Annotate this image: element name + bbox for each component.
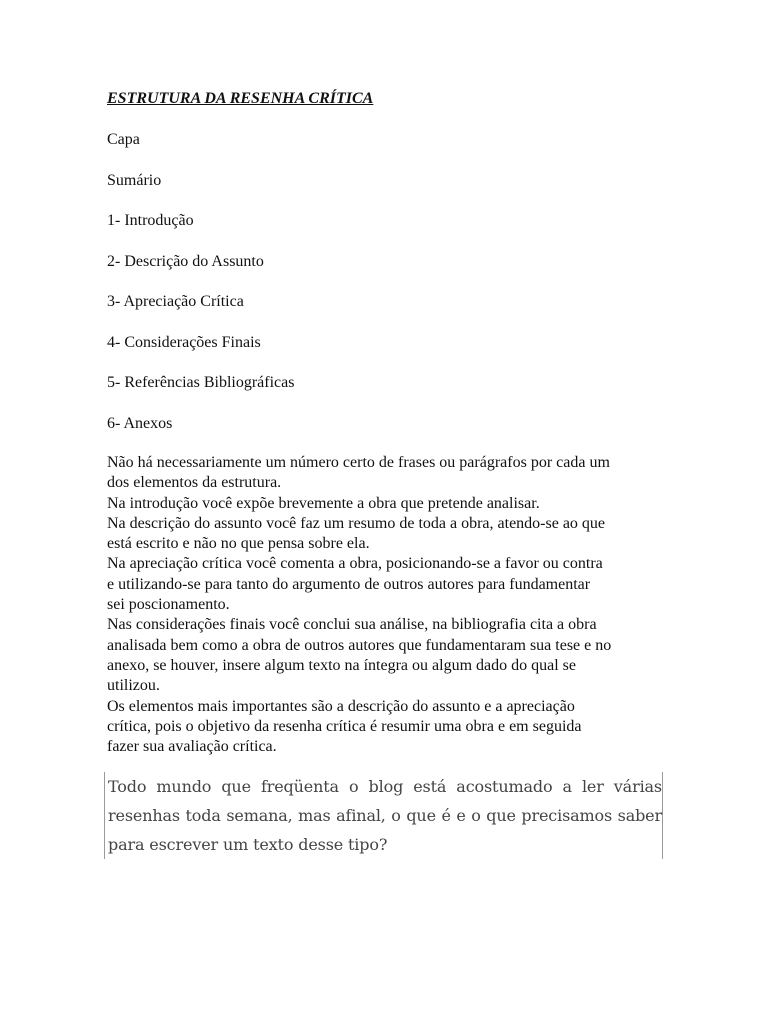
body-line: Não há necessariamente um número certo de frases ou parágrafos por cada um: [107, 454, 610, 471]
list-item: 1- Introdução: [107, 212, 194, 229]
body-line: Os elementos mais importantes são a descrição do assunto e a apreciação: [107, 697, 575, 715]
structure-list: [107, 130, 294, 454]
list-item: 4- Considerações Finais: [107, 333, 261, 351]
body-line: utilizou.: [107, 677, 160, 695]
quote-line: resenhas toda semana, mas afinal, o que é e o que precisamos saber: [108, 806, 662, 825]
body-line: e utilizando-se para tanto do argumento de outros autores para fundamentar: [107, 575, 591, 593]
quote-line: Todo mundo que freqüenta o blog está acostumado a ler várias: [108, 777, 662, 796]
body-line: crítica, pois o objetivo da resenha crítica é resumir uma obra e em seguida: [107, 717, 582, 735]
document-title: ESTRUTURA DA RESENHA CRÍTICA: [107, 90, 374, 107]
list-item: Sumário: [107, 171, 162, 189]
body-line: dos elementos da estrutura.: [107, 474, 282, 492]
list-item: 2- Descrição do Assunto: [107, 252, 264, 270]
quote-line: para escrever um texto desse tipo?: [108, 835, 388, 854]
body-paragraph: [107, 453, 667, 757]
body-line: sei poscionamento.: [107, 596, 230, 614]
body-line: anexo, se houver, insere algum texto na íntegra ou algum dado do qual se: [107, 656, 576, 674]
body-line: está escrito e não no que pensa sobre ela.: [107, 535, 370, 553]
body-line: Nas considerações finais você conclui sua análise, na bibliografia cita a obra: [107, 616, 597, 634]
body-line: analisada bem como a obra de outros autores que fundamentaram sua tese e no: [107, 636, 612, 654]
quote-box: [104, 772, 663, 859]
list-item: 6- Anexos: [107, 414, 173, 432]
list-item: 5- Referências Bibliográficas: [107, 374, 295, 391]
body-line: Na introdução você expõe brevemente a obra que pretende analisar.: [107, 494, 540, 512]
list-item: 3- Apreciação Crítica: [107, 293, 244, 310]
body-line: fazer sua avaliação crítica.: [107, 738, 277, 756]
body-line: Na descrição do assunto você faz um resumo de toda a obra, atendo-se ao que: [107, 514, 606, 532]
body-line: Na apreciação crítica você comenta a obra, posicionando-se a favor ou contra: [107, 555, 603, 573]
list-item: Capa: [107, 131, 140, 148]
